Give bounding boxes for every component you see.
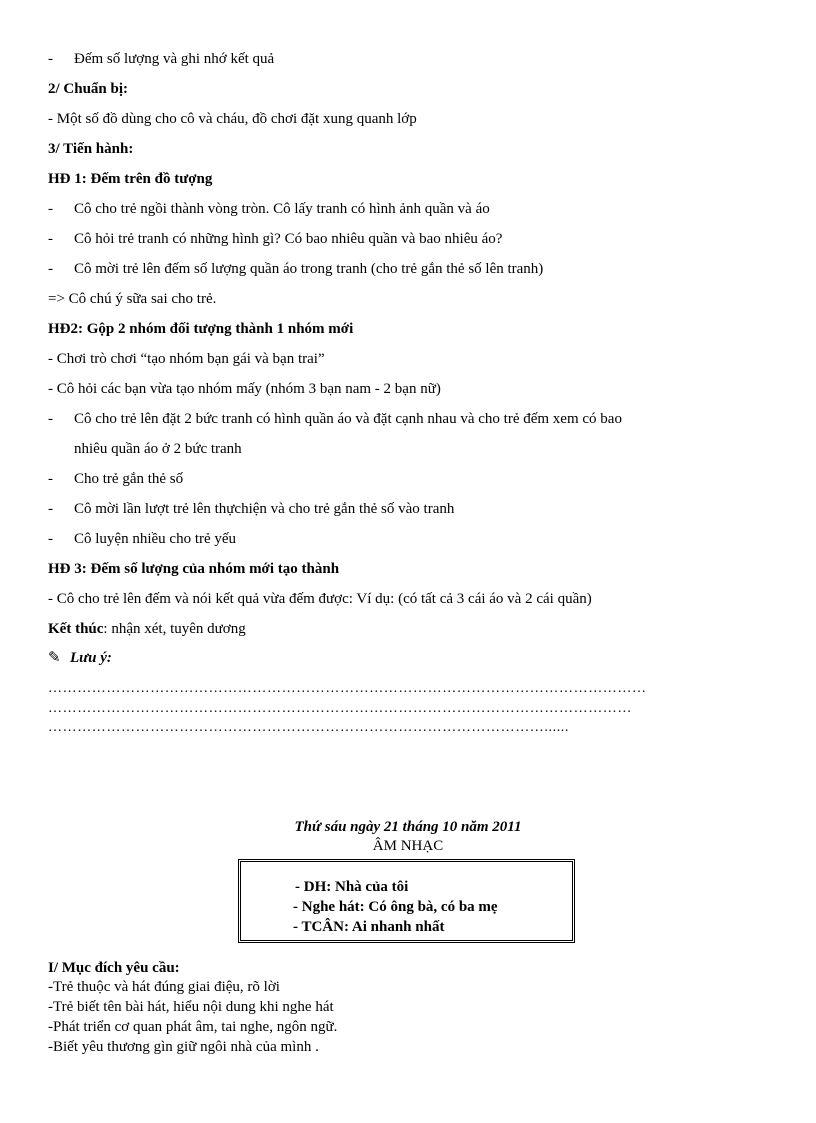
dotted-line: …………………………………………………………………………………………...... xyxy=(48,720,569,735)
list-item-text: Cô mời lần lượt trẻ lên thựchiện và cho trẻ gắn thẻ số vào tranh xyxy=(74,501,455,517)
dash-bullet: - xyxy=(48,531,53,547)
preparation-text: - Một số đồ dùng cho cô và cháu, đồ chơi đặt xung quanh lớp xyxy=(48,111,417,127)
goal-heading: I/ Mục đích yêu cầu: xyxy=(48,960,180,976)
list-item-text: Cô mời trẻ lên đếm số lượng quần áo trong tranh (cho trẻ gắn thẻ số lên tranh) xyxy=(74,261,544,277)
box-line: - TCÂN: Ai nhanh nhất xyxy=(293,919,445,935)
activity-heading-2: HĐ2: Gộp 2 nhóm đối tượng thành 1 nhóm mới xyxy=(48,321,354,337)
list-item-continuation: nhiêu quần áo ở 2 bức tranh xyxy=(74,441,242,457)
box-line: - Nghe hát: Có ông bà, có ba mẹ xyxy=(293,899,498,915)
list-item-text: Đếm số lượng và ghi nhớ kết quả xyxy=(74,51,275,67)
ending-text: : nhận xét, tuyên dương xyxy=(103,621,246,637)
dash-bullet: - xyxy=(48,201,53,217)
box-line: - DH: Nhà của tôi xyxy=(295,879,409,895)
section-heading-preparation: 2/ Chuẩn bị: xyxy=(48,81,129,97)
dotted-line: …………………………………………………………………………………………………………… xyxy=(48,681,647,696)
lesson-date: Thứ sáu ngày 21 tháng 10 năm 2011 xyxy=(294,819,522,835)
correction-note: => Cô chú ý sữa sai cho trẻ. xyxy=(48,291,217,307)
list-item-text: Cô luyện nhiều cho trẻ yếu xyxy=(74,531,237,547)
goal-item: -Trẻ biết tên bài hát, hiểu nội dung khi nghe hát xyxy=(48,999,334,1015)
list-item-text: Cô hỏi trẻ tranh có những hình gì? Có bao nhiêu quần và bao nhiêu áo? xyxy=(74,231,503,247)
section-heading-procedure: 3/ Tiến hành: xyxy=(48,141,134,157)
activity-heading-3: HĐ 3: Đếm số lượng của nhóm mới tạo thành xyxy=(48,561,340,577)
pencil-icon: ✎ xyxy=(48,650,61,666)
activity-heading-1: HĐ 1: Đếm trên đồ tượng xyxy=(48,171,213,187)
ending-label: Kết thúc xyxy=(48,621,104,637)
goal-item: -Trẻ thuộc và hát đúng giai điệu, rõ lời xyxy=(48,979,280,995)
activity-text: - Cô hỏi các bạn vừa tạo nhóm mấy (nhóm 3 bạn nam - 2 bạn nữ) xyxy=(48,381,441,397)
dash-bullet: - xyxy=(48,501,53,517)
ending-line xyxy=(48,620,246,638)
dash-bullet: - xyxy=(48,51,53,67)
dotted-line: ………………………………………………………………………………………………………… xyxy=(48,701,632,716)
goal-item: -Biết yêu thương gìn giữ ngôi nhà của mình . xyxy=(48,1039,319,1055)
activity-text: - Cô cho trẻ lên đếm và nói kết quả vừa đếm được: Ví dụ: (có tất cả 3 cái áo và 2 cái quần) xyxy=(48,591,592,607)
goal-item: -Phát triển cơ quan phát âm, tai nghe, ngôn ngữ. xyxy=(48,1019,338,1035)
dash-bullet: - xyxy=(48,471,53,487)
list-item-text: Cho trẻ gắn thẻ số xyxy=(74,471,184,487)
dash-bullet: - xyxy=(48,231,53,247)
list-item-text: Cô cho trẻ ngồi thành vòng tròn. Cô lấy tranh có hình ảnh quần và áo xyxy=(74,201,490,217)
lesson-subject: ÂM NHẠC xyxy=(372,838,444,854)
note-label: Lưu ý: xyxy=(70,650,112,666)
lesson-content-box xyxy=(238,859,575,943)
activity-text: - Chơi trò chơi “tạo nhóm bạn gái và bạn trai” xyxy=(48,351,325,367)
dash-bullet: - xyxy=(48,411,53,427)
note-line xyxy=(48,649,112,667)
dash-bullet: - xyxy=(48,261,53,277)
list-item-text: Cô cho trẻ lên đặt 2 bức tranh có hình quần áo và đặt cạnh nhau và cho trẻ đếm xem có bao xyxy=(74,411,622,427)
